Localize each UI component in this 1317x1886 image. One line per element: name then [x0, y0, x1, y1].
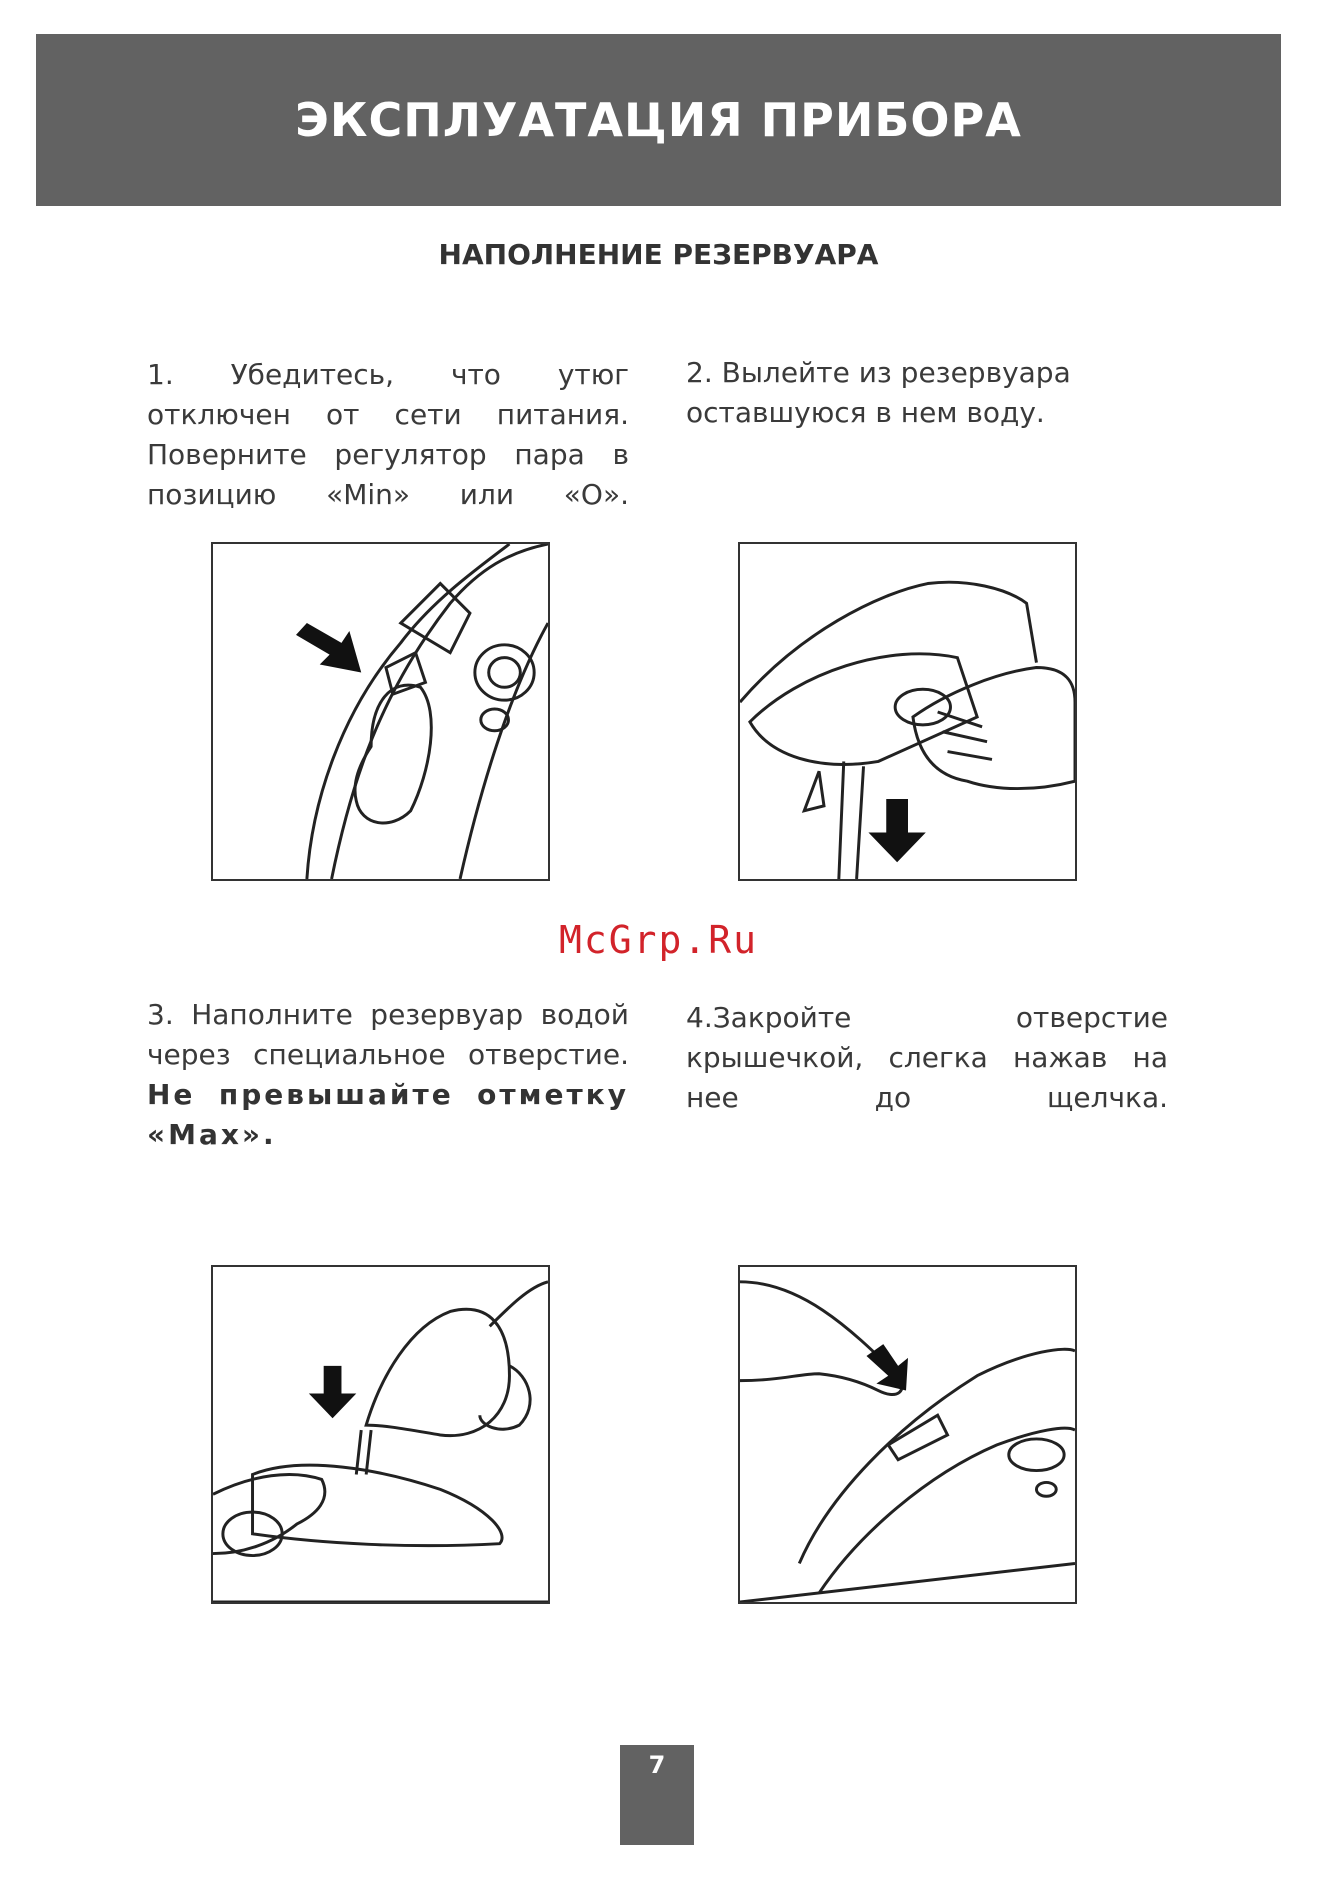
step-3-warning: Не превышайте отметку «Max».	[147, 1078, 629, 1151]
figure-close-cap	[738, 1265, 1077, 1604]
step-4-line-1: 4.Закройте отверстие крышечкой, слегка нажав на нее до щелчка.	[686, 1001, 1168, 1114]
watermark: McGrp.Ru	[558, 918, 759, 962]
page-title: ЭКСПЛУАТАЦИЯ ПРИБОРА	[295, 93, 1022, 147]
step-2-line-1: 2. Вылейте из резервуара оставшуюся в нем воду.	[686, 356, 1071, 429]
step-1-line-1: 1. Убедитесь, что утюг отключен от сети питания.	[147, 358, 629, 431]
arrow-icon	[296, 623, 361, 672]
page-number: 7	[620, 1745, 694, 1845]
step-3-text	[147, 995, 629, 1155]
down-arrow-icon	[868, 799, 925, 862]
step-4-text	[686, 998, 1168, 1118]
step-3-line-1: 3. Наполните резервуар водой через специальное отверстие.	[147, 998, 629, 1071]
figure-steam-regulator	[211, 542, 550, 881]
step-2-text	[686, 353, 1186, 433]
section-title: НАПОЛНЕНИЕ РЕЗЕРВУАРА	[438, 238, 879, 271]
step-1-text	[147, 355, 629, 515]
down-arrow-icon	[309, 1366, 356, 1418]
iron-regulator-illustration	[213, 544, 548, 879]
step-1-line-2: Поверните регулятор пара в позицию «Min» или «O».	[147, 438, 629, 511]
figure-pour-out-water	[738, 542, 1077, 881]
figure-fill-water	[211, 1265, 550, 1604]
header-bar	[36, 34, 1281, 206]
